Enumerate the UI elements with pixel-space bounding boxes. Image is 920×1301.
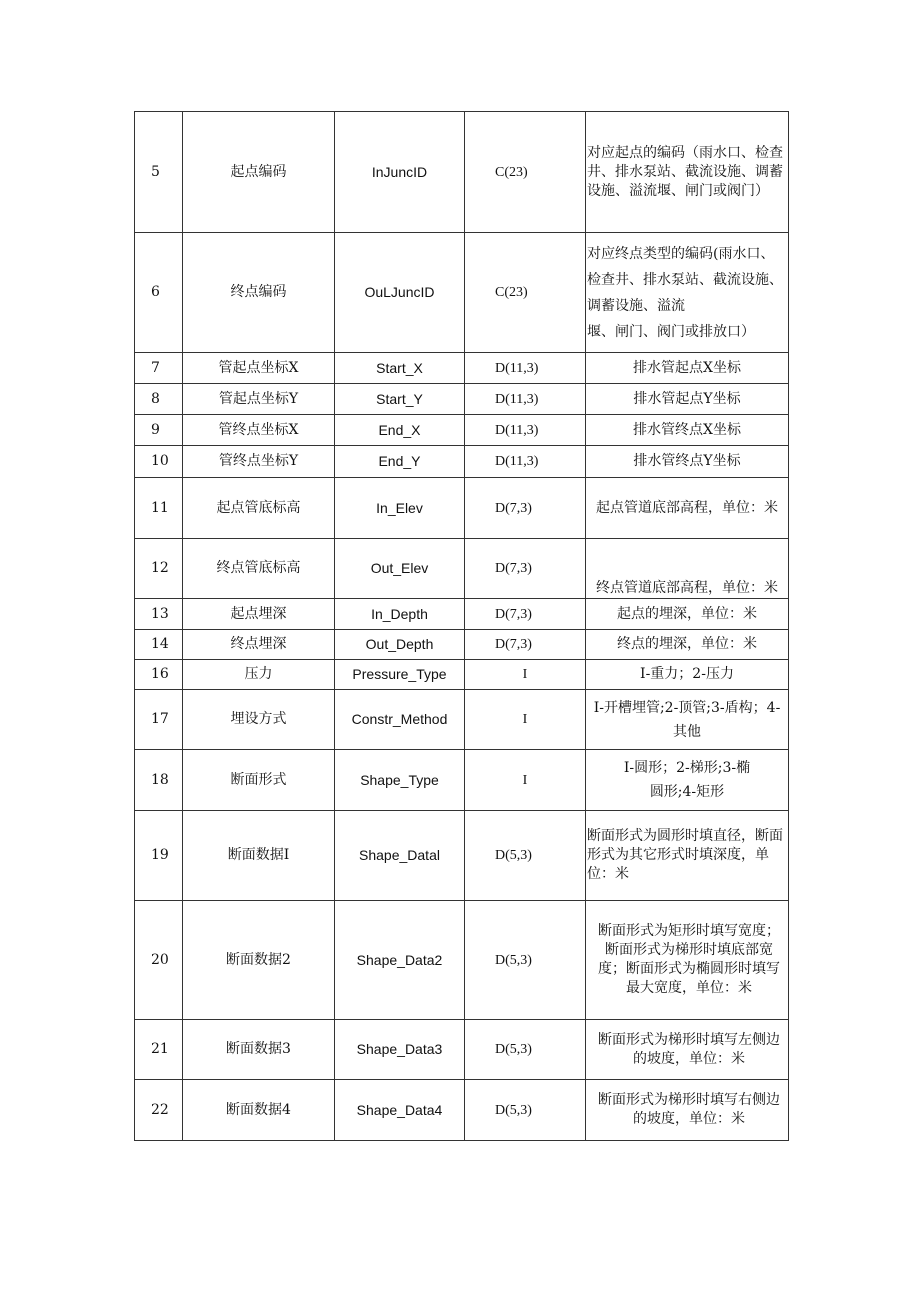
field-type: D(7,3) — [465, 539, 586, 599]
field-name: 断面数据3 — [183, 1020, 335, 1080]
row-number: 16 — [135, 660, 183, 690]
row-number: 20 — [135, 901, 183, 1020]
field-description: I-开槽埋管;2-顶管;3-盾构；4-其他 — [586, 690, 789, 750]
field-type: C(23) — [465, 233, 586, 353]
field-name: 管起点坐标Y — [183, 384, 335, 415]
field-description: I-重力；2-压力 — [586, 660, 789, 690]
field-type: D(5,3) — [465, 1020, 586, 1080]
field-code: In_Depth — [335, 599, 465, 630]
field-code: Out_Depth — [335, 630, 465, 660]
field-description-text: 对应终点类型的编码(雨水口、检查井、排水泵站、截流设施、调蓄设施、溢流 — [587, 245, 783, 314]
field-name: 埋设方式 — [183, 690, 335, 750]
field-description — [586, 233, 789, 353]
row-number: 9 — [135, 415, 183, 446]
table-row — [135, 690, 789, 750]
row-number: 7 — [135, 353, 183, 384]
field-type: D(11,3) — [465, 415, 586, 446]
field-name: 终点埋深 — [183, 630, 335, 660]
field-description: 排水管终点X坐标 — [586, 415, 789, 446]
row-number: 6 — [135, 233, 183, 353]
field-name: 管终点坐标X — [183, 415, 335, 446]
table-row — [135, 415, 789, 446]
row-number: 8 — [135, 384, 183, 415]
field-code: Start_Y — [335, 384, 465, 415]
field-name: 断面数据I — [183, 811, 335, 901]
field-description: 排水管起点X坐标 — [586, 353, 789, 384]
field-code: InJuncID — [335, 112, 465, 233]
row-number: 14 — [135, 630, 183, 660]
field-type: D(11,3) — [465, 353, 586, 384]
row-number: 13 — [135, 599, 183, 630]
field-name: 终点管底标高 — [183, 539, 335, 599]
table-row — [135, 1080, 789, 1141]
field-code: Constr_Method — [335, 690, 465, 750]
row-number: 19 — [135, 811, 183, 901]
field-name: 终点编码 — [183, 233, 335, 353]
field-code: Start_X — [335, 353, 465, 384]
field-description: 终点管道底部高程，单位：米 — [586, 539, 789, 599]
field-name: 管终点坐标Y — [183, 446, 335, 478]
field-description: 起点的埋深，单位：米 — [586, 599, 789, 630]
row-number: 18 — [135, 750, 183, 811]
field-code: End_Y — [335, 446, 465, 478]
field-type: I — [465, 750, 586, 811]
table-row — [135, 539, 789, 599]
row-number: 10 — [135, 446, 183, 478]
table-row — [135, 384, 789, 415]
field-type: I — [465, 660, 586, 690]
table-row — [135, 599, 789, 630]
field-type: D(7,3) — [465, 599, 586, 630]
field-spec-table — [134, 111, 789, 1141]
field-name: 起点管底标高 — [183, 478, 335, 539]
field-code: Pressure_Type — [335, 660, 465, 690]
field-code: End_X — [335, 415, 465, 446]
row-number: 21 — [135, 1020, 183, 1080]
field-description: 排水管终点Y坐标 — [586, 446, 789, 478]
field-code: Shape_Data4 — [335, 1080, 465, 1141]
row-number: 12 — [135, 539, 183, 599]
table-row — [135, 630, 789, 660]
field-code: OuLJuncID — [335, 233, 465, 353]
row-number: 22 — [135, 1080, 183, 1141]
field-description: I-圆形；2-梯形;3-椭圆形;4-矩形 — [586, 750, 789, 811]
table-row — [135, 353, 789, 384]
field-type: D(11,3) — [465, 384, 586, 415]
table-row — [135, 446, 789, 478]
field-code: Shape_Type — [335, 750, 465, 811]
field-description-text-cont: 堰、闸门、阀门或排放口） — [587, 323, 755, 340]
field-name: 起点编码 — [183, 112, 335, 233]
field-description: 对应起点的编码（雨水口、检查井、排水泵站、截流设施、调蓄设施、溢流堰、闸门或阀门） — [586, 112, 789, 233]
field-description: 断面形式为梯形时填写左侧边的坡度，单位：米 — [586, 1020, 789, 1080]
field-description: 起点管道底部高程，单位：米 — [586, 478, 789, 539]
field-name: 断面数据2 — [183, 901, 335, 1020]
row-number: 17 — [135, 690, 183, 750]
field-type: C(23) — [465, 112, 586, 233]
field-description: 断面形式为圆形时填直径，断面形式为其它形式时填深度，单位：米 — [586, 811, 789, 901]
row-number: 11 — [135, 478, 183, 539]
field-name: 断面形式 — [183, 750, 335, 811]
table-row — [135, 811, 789, 901]
table-row — [135, 233, 789, 353]
field-name: 压力 — [183, 660, 335, 690]
field-name: 起点埋深 — [183, 599, 335, 630]
field-description: 终点的埋深，单位：米 — [586, 630, 789, 660]
table-row — [135, 660, 789, 690]
field-code: Shape_Datal — [335, 811, 465, 901]
field-name: 断面数据4 — [183, 1080, 335, 1141]
field-name: 管起点坐标X — [183, 353, 335, 384]
table-row — [135, 901, 789, 1020]
field-type: D(5,3) — [465, 901, 586, 1020]
field-code: In_Elev — [335, 478, 465, 539]
field-type: D(5,3) — [465, 1080, 586, 1141]
field-type: D(5,3) — [465, 811, 586, 901]
field-type: D(7,3) — [465, 630, 586, 660]
table-row — [135, 1020, 789, 1080]
row-number: 5 — [135, 112, 183, 233]
field-description: 断面形式为矩形时填写宽度；断面形式为梯形时填底部宽度；断面形式为椭圆形时填写最大宽度，单位：米 — [586, 901, 789, 1020]
field-code: Out_Elev — [335, 539, 465, 599]
field-code: Shape_Data3 — [335, 1020, 465, 1080]
field-type: D(7,3) — [465, 478, 586, 539]
field-description: 断面形式为梯形时填写右侧边的坡度，单位：米 — [586, 1080, 789, 1141]
table-row — [135, 750, 789, 811]
field-type: D(11,3) — [465, 446, 586, 478]
field-code: Shape_Data2 — [335, 901, 465, 1020]
field-type: I — [465, 690, 586, 750]
table-row — [135, 112, 789, 233]
table-row — [135, 478, 789, 539]
field-description: 排水管起点Y坐标 — [586, 384, 789, 415]
